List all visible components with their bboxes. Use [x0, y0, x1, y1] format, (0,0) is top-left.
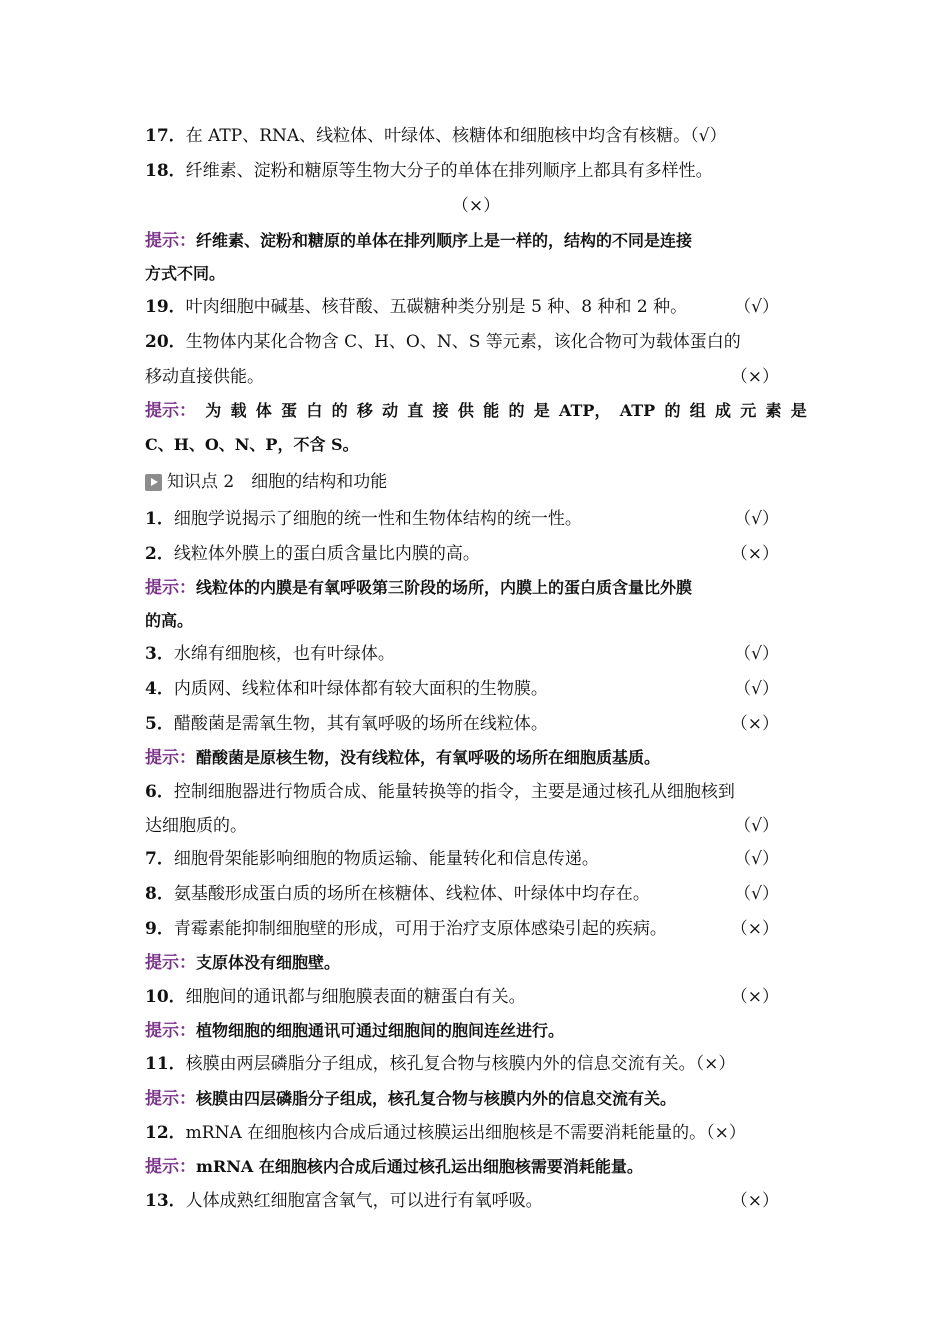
question-4: 4．内质网、线粒体和叶绿体都有较大面积的生物膜。 （√） [145, 679, 779, 699]
section-heading [145, 470, 387, 494]
question-18-answer [145, 194, 807, 218]
hint-18-cont: 方式不同。 [145, 264, 226, 283]
hint-12: 提示：mRNA 在细胞核内合成后通过核孔运出细胞核需要消耗能量。 [145, 1157, 643, 1177]
question-1: 1．细胞学说揭示了细胞的统一性和生物体结构的统一性。 （√） [145, 509, 779, 529]
question-9: 9．青霉素能抑制细胞壁的形成，可用于治疗支原体感染引起的疾病。 （×） [145, 919, 779, 939]
hint-20-cont: C、H、O、N、P，不含 S。 [145, 435, 359, 454]
answer-mark: （√） [734, 509, 779, 529]
question-10: 10．细胞间的通讯都与细胞膜表面的糖蛋白有关。 （×） [145, 987, 779, 1007]
answer-mark: （×） [695, 1054, 736, 1074]
hint-2-cont: 的高。 [145, 611, 194, 630]
hint-2: 提示：线粒体的内膜是有氧呼吸第三阶段的场所，内膜上的蛋白质含量比外膜 [145, 578, 693, 598]
answer-mark: （×） [451, 196, 501, 216]
answer-mark: （×） [730, 714, 779, 734]
answer-mark: （×） [730, 544, 779, 564]
hint-18: 提示：纤维素、淀粉和糖原的单体在排列顺序上是一样的，结构的不同是连接 [145, 231, 693, 251]
question-17: 17．在 ATP、RNA、线粒体、叶绿体、核糖体和细胞核中均含有核糖。（√） [145, 126, 727, 146]
answer-mark: （√） [690, 126, 727, 146]
question-6-cont: 达细胞质的。 （√） [145, 816, 779, 836]
play-icon [145, 474, 162, 491]
question-7: 7．细胞骨架能影响细胞的物质运输、能量转化和信息传递。 （√） [145, 849, 779, 869]
question-11: 11．核膜由两层磷脂分子组成，核孔复合物与核膜内外的信息交流有关。（×） [145, 1054, 736, 1074]
hint-11: 提示：核膜由四层磷脂分子组成，核孔复合物与核膜内外的信息交流有关。 [145, 1089, 677, 1109]
answer-mark: （×） [730, 987, 779, 1007]
answer-mark: （√） [734, 849, 779, 869]
answer-mark: （×） [730, 1191, 779, 1211]
question-5: 5．醋酸菌是需氧生物，其有氧呼吸的场所在线粒体。 （×） [145, 714, 779, 734]
answer-mark: （√） [734, 644, 779, 664]
question-8: 8．氨基酸形成蛋白质的场所在核糖体、线粒体、叶绿体中均存在。 （√） [145, 884, 779, 904]
answer-mark: （×） [706, 1123, 746, 1143]
question-6: 6．控制细胞器进行物质合成、能量转换等的指令，主要是通过核孔从细胞核到 [145, 782, 735, 802]
answer-mark: （√） [734, 679, 779, 699]
answer-mark: （√） [734, 297, 779, 317]
hint-9: 提示：支原体没有细胞壁。 [145, 953, 341, 973]
answer-mark: （√） [734, 884, 779, 904]
question-20-cont: 移动直接供能。 （×） [145, 367, 779, 387]
answer-mark: （√） [734, 816, 779, 836]
question-2: 2．线粒体外膜上的蛋白质含量比内膜的高。 （×） [145, 544, 779, 564]
hint-10: 提示：植物细胞的细胞通讯可通过细胞间的胞间连丝进行。 [145, 1021, 565, 1041]
question-20: 20．生物体内某化合物含 C、H、O、N、S 等元素，该化合物可为载体蛋白的 [145, 332, 741, 352]
answer-mark: （×） [730, 367, 779, 387]
hint-5: 提示：醋酸菌是原核生物，没有线粒体，有氧呼吸的场所在细胞质基质。 [145, 748, 661, 768]
question-18: 18．纤维素、淀粉和糖原等生物大分子的单体在排列顺序上都具有多样性。 [145, 161, 713, 181]
question-13: 13．人体成熟红细胞富含氧气，可以进行有氧呼吸。 （×） [145, 1191, 779, 1211]
question-12: 12．mRNA 在细胞核内合成后通过核膜运出细胞核是不需要消耗能量的。（×） [145, 1123, 746, 1143]
question-3: 3．水绵有细胞核，也有叶绿体。 （√） [145, 644, 779, 664]
section-title: 知识点 2 细胞的结构和功能 [167, 472, 388, 492]
hint-20: 提示： 为 载 体 蛋 白 的 移 动 直 接 供 能 的 是 ATP， ATP 的 组 成 元 素 是 [145, 401, 807, 421]
question-19: 19．叶肉细胞中碱基、核苷酸、五碳糖种类分别是 5 种、8 种和 2 种。 （√） [145, 297, 779, 317]
answer-mark: （×） [730, 919, 779, 939]
